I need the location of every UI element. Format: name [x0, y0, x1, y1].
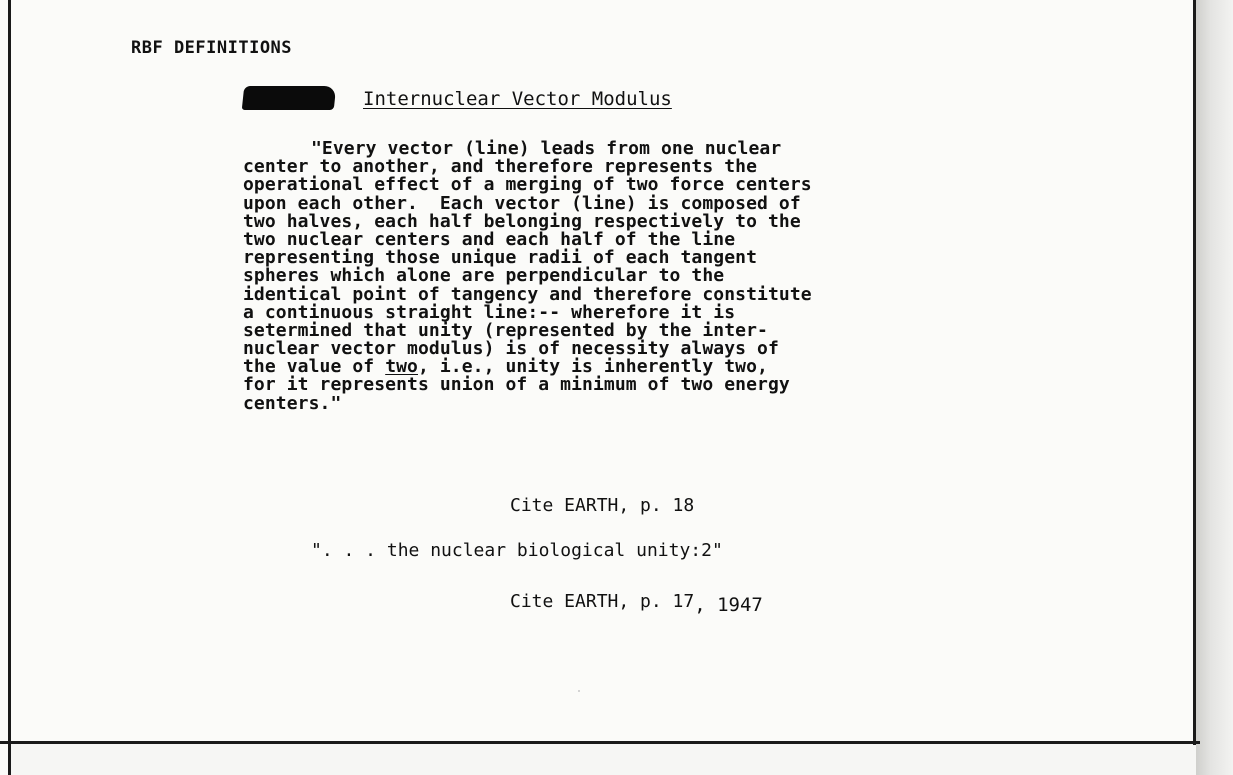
entry-title: Internuclear Vector Modulus [363, 88, 672, 110]
quote-line: representing those unique radii of each tangent [243, 247, 758, 269]
short-quote: ". . . the nuclear biological unity:2" [311, 540, 723, 561]
quote-text: , i.e., unity is inherently two, [418, 356, 768, 378]
quote-line: identical point of tangency and therefore constitute [243, 283, 812, 305]
card-border-right [1193, 0, 1196, 745]
card-edge-shadow [1196, 0, 1233, 775]
quote-line: two halves, each half belonging respectively to the [243, 210, 801, 232]
card-border-bottom [0, 741, 1200, 744]
page-heading: RBF DEFINITIONS [131, 38, 293, 58]
quote-line: upon each other. Each vector (line) is composed of [243, 192, 801, 214]
quote-line: for it represents union of a minimum of two energy [243, 374, 790, 396]
redaction-mark [242, 86, 337, 110]
quote-line: two nuclear centers and each half of the line [243, 228, 736, 250]
underlined-word: two [385, 356, 418, 378]
paper-speck [578, 690, 580, 692]
quote-line: center to another, and therefore represents the [243, 156, 758, 178]
quote-line: "Every vector (line) leads from one nuclear [311, 138, 782, 159]
citation-2-year: , 1947 [694, 594, 763, 616]
next-card-strip [11, 744, 1196, 775]
definition-quote [243, 140, 1003, 413]
card-border-left [8, 0, 11, 775]
quote-line: setermined that unity (represented by the inter- [243, 319, 768, 341]
quote-line: nuclear vector modulus) is of necessity always of [243, 338, 779, 360]
citation-2-text: Cite EARTH, p. 17 [510, 591, 695, 612]
quote-line: centers." [243, 392, 342, 414]
quote-text: the value of [243, 356, 386, 378]
quote-line: operational effect of a merging of two force centers [243, 174, 812, 196]
citation-1: Cite EARTH, p. 18 [510, 495, 695, 516]
quote-line: a continuous straight line:-- wherefore it is [243, 301, 736, 323]
citation-2 [510, 590, 763, 616]
quote-line: spheres which alone are perpendicular to the [243, 265, 725, 287]
